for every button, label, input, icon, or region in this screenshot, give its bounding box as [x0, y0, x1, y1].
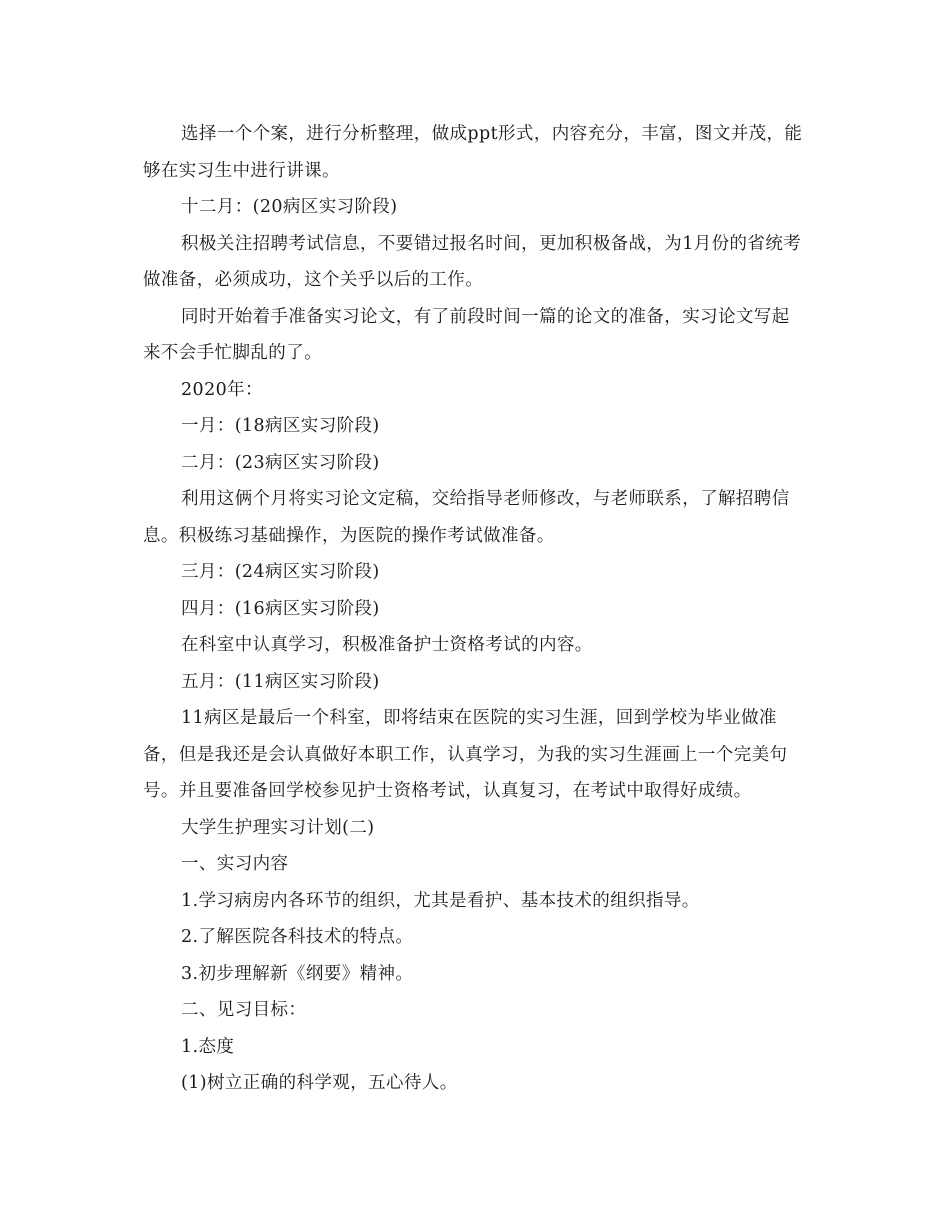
- paragraph: 选择一个个案，进行分析整理，做成ppt形式，内容充分，丰富，图文并茂，能够在实习生中进行讲课。: [143, 124, 803, 181]
- document-body: [143, 116, 803, 1102]
- list-item: 1.态度: [181, 1036, 235, 1057]
- list-item: (1)树立正确的科学观，五心待人。: [181, 1073, 458, 1093]
- paragraph: 积极关注招聘考试信息，不要错过报名时间，更加积极备战，为1月份的省统考做准备，必须成功，这个关乎以后的工作。: [143, 233, 802, 290]
- paragraph: 十二月：(20病区实习阶段): [181, 197, 398, 217]
- list-item: 1.学习病房内各环节的组织，尤其是看护、基本技术的组织指导。: [181, 890, 700, 911]
- section-heading: 一、实习内容: [181, 854, 289, 874]
- section-title: 大学生护理实习计划(二): [181, 817, 375, 838]
- paragraph: 11病区是最后一个科室，即将结束在医院的实习生涯，回到学校为毕业做准备，但是我还是会认真做好本职工作，认真学习，为我的实习生涯画上一个完美句号。并且要准备回学校参见护士资格考试，认真复习，在考试中取得好成绩。: [143, 708, 788, 801]
- paragraph: 二月：(23病区实习阶段): [181, 452, 380, 473]
- paragraph: 四月：(16病区实习阶段): [181, 598, 380, 619]
- list-item: 2.了解医院各科技术的特点。: [181, 927, 414, 947]
- list-item: 3.初步理解新《纲要》精神。: [181, 963, 414, 984]
- paragraph: 同时开始着手准备实习论文，有了前段时间一篇的论文的准备，实习论文写起来不会手忙脚乱的了。: [143, 306, 790, 363]
- paragraph: 五月：(11病区实习阶段): [181, 671, 380, 692]
- paragraph: 2020年：: [181, 379, 263, 400]
- paragraph: 在科室中认真学习，积极准备护士资格考试的内容。: [181, 635, 593, 655]
- paragraph: 三月：(24病区实习阶段): [181, 562, 380, 582]
- paragraph: 利用这俩个月将实习论文定稿，交给指导老师修改，与老师联系，了解招聘信息。积极练习基础操作，为医院的操作考试做准备。: [143, 489, 790, 546]
- paragraph: 一月：(18病区实习阶段): [181, 416, 380, 436]
- section-heading: 二、见习目标：: [181, 1000, 307, 1020]
